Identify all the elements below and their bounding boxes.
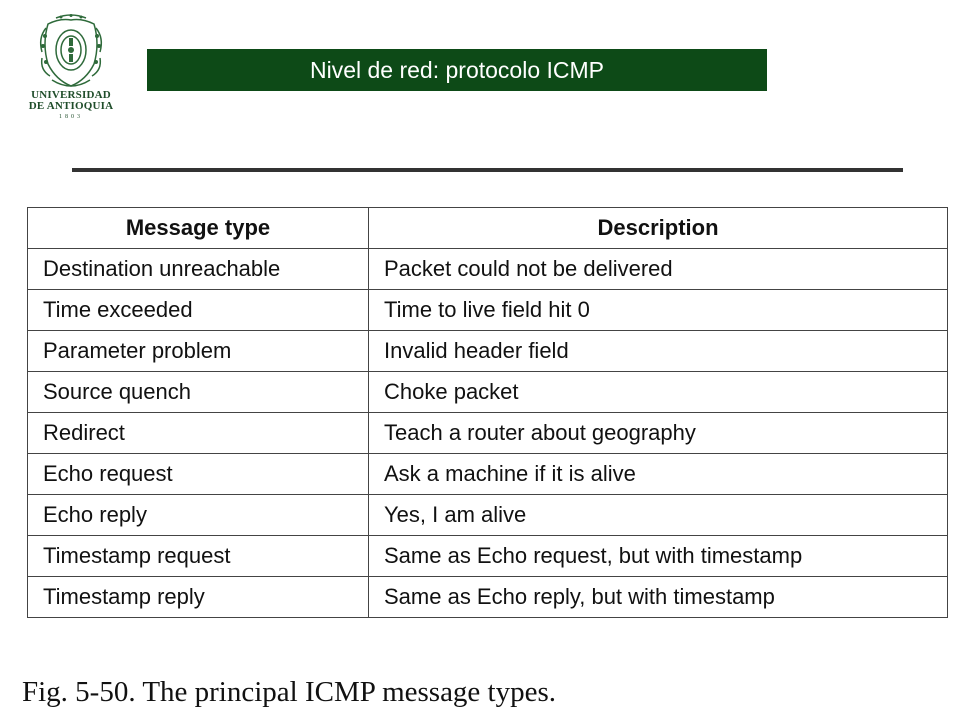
message-type-cell: Source quench bbox=[28, 372, 369, 413]
table-row bbox=[28, 372, 948, 413]
table-row bbox=[28, 577, 948, 618]
table-row bbox=[28, 249, 948, 290]
table-row bbox=[28, 290, 948, 331]
description-cell: Same as Echo reply, but with timestamp bbox=[369, 577, 948, 618]
message-type-cell: Echo reply bbox=[28, 495, 369, 536]
table-header-row bbox=[28, 208, 948, 249]
table-row bbox=[28, 331, 948, 372]
column-header-description: Description bbox=[369, 208, 948, 249]
description-cell: Invalid header field bbox=[369, 331, 948, 372]
description-cell: Yes, I am alive bbox=[369, 495, 948, 536]
description-cell: Same as Echo request, but with timestamp bbox=[369, 536, 948, 577]
university-logo bbox=[22, 14, 120, 132]
table-row bbox=[28, 454, 948, 495]
description-cell: Teach a router about geography bbox=[369, 413, 948, 454]
university-seal-icon bbox=[36, 14, 106, 90]
description-cell: Packet could not be delivered bbox=[369, 249, 948, 290]
message-type-cell: Time exceeded bbox=[28, 290, 369, 331]
slide-title: Nivel de red: protocolo ICMP bbox=[147, 49, 767, 91]
message-type-cell: Redirect bbox=[28, 413, 369, 454]
logo-name-line2: DE ANTIOQUIA bbox=[28, 100, 114, 112]
description-cell: Choke packet bbox=[369, 372, 948, 413]
table-row bbox=[28, 536, 948, 577]
message-type-cell: Parameter problem bbox=[28, 331, 369, 372]
message-type-cell: Destination unreachable bbox=[28, 249, 369, 290]
table-row bbox=[28, 413, 948, 454]
description-cell: Ask a machine if it is alive bbox=[369, 454, 948, 495]
icmp-message-table bbox=[27, 207, 948, 618]
logo-name-line1: UNIVERSIDAD bbox=[31, 89, 111, 101]
table-row bbox=[28, 495, 948, 536]
horizontal-divider bbox=[72, 168, 903, 172]
logo-year: 1803 bbox=[59, 114, 83, 120]
message-type-cell: Timestamp reply bbox=[28, 577, 369, 618]
figure-caption: Fig. 5-50. The principal ICMP message types. bbox=[22, 676, 557, 708]
column-header-message-type: Message type bbox=[28, 208, 369, 249]
description-cell: Time to live field hit 0 bbox=[369, 290, 948, 331]
message-type-cell: Timestamp request bbox=[28, 536, 369, 577]
message-type-cell: Echo request bbox=[28, 454, 369, 495]
